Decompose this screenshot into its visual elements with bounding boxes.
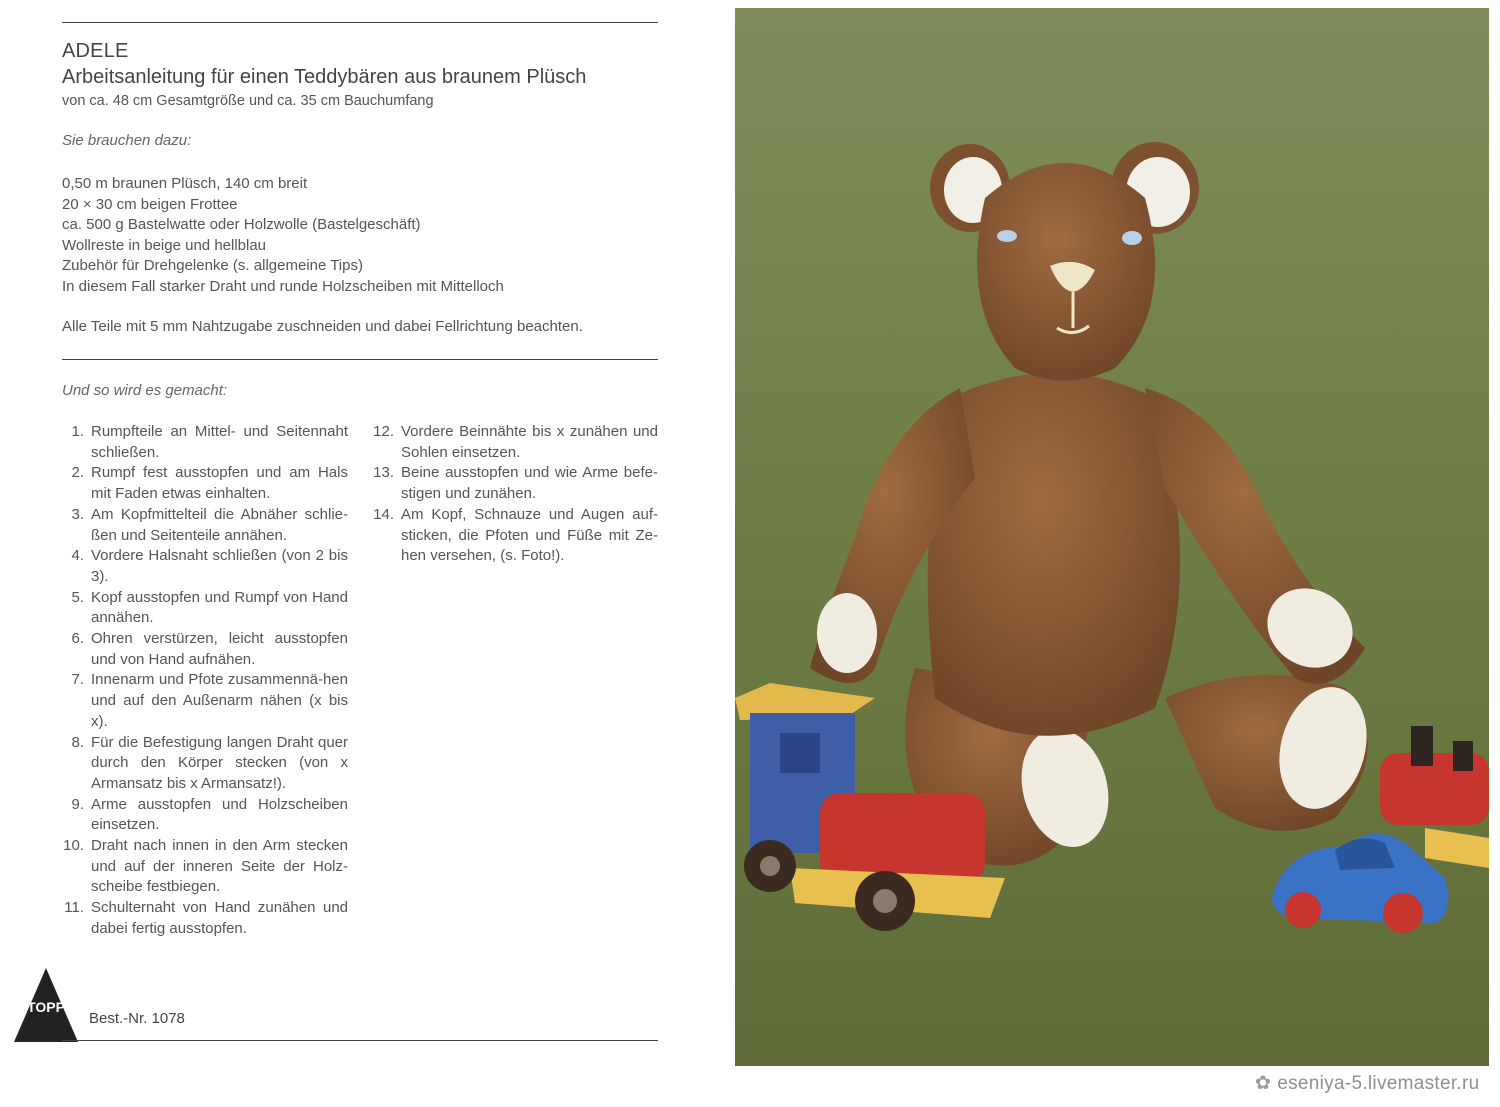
topp-logo (14, 968, 78, 1042)
step-text: Für die Befestigung langen Draht quer durch den Körper stecken (von x Armansatz bis x Armansatz!). (91, 733, 348, 792)
bear-right-eye (1122, 231, 1142, 245)
instructions-heading: Und so wird es gemacht: (62, 382, 228, 399)
pattern-subtitle: Arbeitsanleitung für einen Teddybären aus braunem Plüsch (62, 66, 587, 88)
instruction-step (62, 588, 348, 629)
watermark (1255, 1072, 1480, 1095)
bottom-rule (62, 1040, 658, 1041)
step-number: 4. (71, 547, 84, 565)
step-number: 8. (71, 733, 84, 751)
instruction-step (366, 505, 658, 567)
step-number: 6. (71, 630, 84, 648)
instruction-step (62, 629, 348, 670)
size-info: von ca. 48 cm Gesamtgröße und ca. 35 cm Bauchumfang (62, 93, 434, 109)
order-number: Best.-Nr. 1078 (89, 1010, 185, 1027)
top-rule (62, 22, 658, 23)
bear-left-eye (997, 230, 1017, 242)
car-wheel-front (1383, 893, 1423, 933)
step-number: 14. (373, 505, 394, 523)
materials-list (62, 174, 504, 298)
train-window (780, 733, 820, 773)
car-wheel-rear (1285, 892, 1321, 928)
materials-item: 0,50 m braunen Plüsch, 140 cm breit (62, 175, 308, 192)
step-number: 12. (373, 423, 394, 440)
instruction-step (366, 422, 658, 463)
step-text: Rumpf fest ausstopfen und am Hals mit Faden etwas einhalten. (91, 464, 348, 503)
materials-item: Wollreste in beige und hellblau (62, 236, 267, 254)
train-wheel-front-hub (873, 889, 897, 913)
materials-item: ca. 500 g Bastelwatte oder Holzwolle (Bastelgeschäft) (62, 216, 421, 234)
middle-rule (62, 359, 658, 360)
instruction-step (62, 463, 348, 504)
step-number: 1. (71, 423, 84, 440)
step-text: Am Kopfmittelteil die Abnäher schlie-ßen und Seitenteile annähen. (91, 505, 348, 544)
step-text: Am Kopf, Schnauze und Augen auf-sticken, die Pfoten und Füße mit Ze-hen versehen, (s. Foto!). (401, 505, 658, 565)
instruction-step (62, 733, 348, 795)
cutting-note: Alle Teile mit 5 mm Nahtzugabe zuschneiden und dabei Fellrichtung beachten. (62, 318, 583, 335)
instruction-step (366, 463, 658, 504)
materials-item: Zubehör für Drehgelenke (s. allgemeine Tips) (62, 257, 363, 275)
instruction-page (0, 0, 720, 1107)
step-number: 9. (71, 795, 84, 813)
step-text: Schulternaht von Hand zunähen und dabei fertig ausstopfen. (91, 899, 348, 937)
bear-left-paw-pad (817, 593, 877, 673)
step-number: 11. (64, 899, 84, 917)
instruction-step (62, 670, 348, 732)
step-number: 2. (71, 464, 84, 482)
instruction-step (62, 898, 348, 939)
step-number: 13. (373, 464, 394, 482)
step-number: 10. (63, 837, 84, 855)
step-number: 3. (71, 505, 84, 523)
step-text: Vordere Halsnaht schließen (von 2 bis 3). (91, 547, 348, 585)
materials-item: 20 × 30 cm beigen Frottee (62, 195, 238, 213)
teddy-bear-photo (735, 8, 1489, 1066)
step-text: Kopf ausstopfen und Rumpf von Hand annähen. (91, 588, 348, 627)
step-number: 7. (71, 671, 84, 689)
photo-illustration (735, 8, 1489, 1066)
train-wheel-rear-hub (760, 856, 780, 876)
instruction-step (62, 505, 348, 546)
instructions-column-1 (62, 422, 348, 940)
topp-logo-text: TOPP (27, 999, 65, 1015)
step-text: Innenarm und Pfote zusammennä-hen und auf den Außenarm nähen (x bis x). (91, 671, 348, 730)
step-text: Vordere Beinnähte bis x zunähen und Sohlen einsetzen. (401, 423, 658, 461)
instruction-step (62, 836, 348, 898)
step-text: Ohren verstürzen, leicht ausstopfen und von Hand aufnähen. (91, 630, 348, 668)
step-text: Rumpfteile an Mittel- und Seitennaht schließen. (91, 423, 348, 461)
train-right-chimney-1 (1411, 726, 1433, 766)
materials-item: In diesem Fall starker Draht und runde Holzscheiben mit Mittelloch (62, 277, 504, 295)
train-boiler (820, 793, 985, 883)
pattern-title: ADELE (62, 40, 129, 62)
train-right-chimney-2 (1453, 741, 1473, 771)
step-text: Arme ausstopfen und Holzscheiben einsetzen. (91, 795, 348, 834)
instruction-step (62, 422, 348, 463)
materials-heading: Sie brauchen dazu: (62, 132, 192, 149)
step-number: 5. (71, 588, 84, 606)
livemaster-icon: ✿ (1255, 1073, 1272, 1094)
instruction-step (62, 795, 348, 836)
step-text: Draht nach innen in den Arm stecken und auf der inneren Seite der Holz-scheibe festbiegen. (91, 837, 348, 896)
watermark-text: eseniya-5.livemaster.ru (1277, 1073, 1480, 1094)
instructions-column-2 (366, 422, 658, 567)
instruction-step (62, 546, 348, 587)
step-text: Beine ausstopfen und wie Arme befe-stigen und zunähen. (401, 464, 658, 503)
